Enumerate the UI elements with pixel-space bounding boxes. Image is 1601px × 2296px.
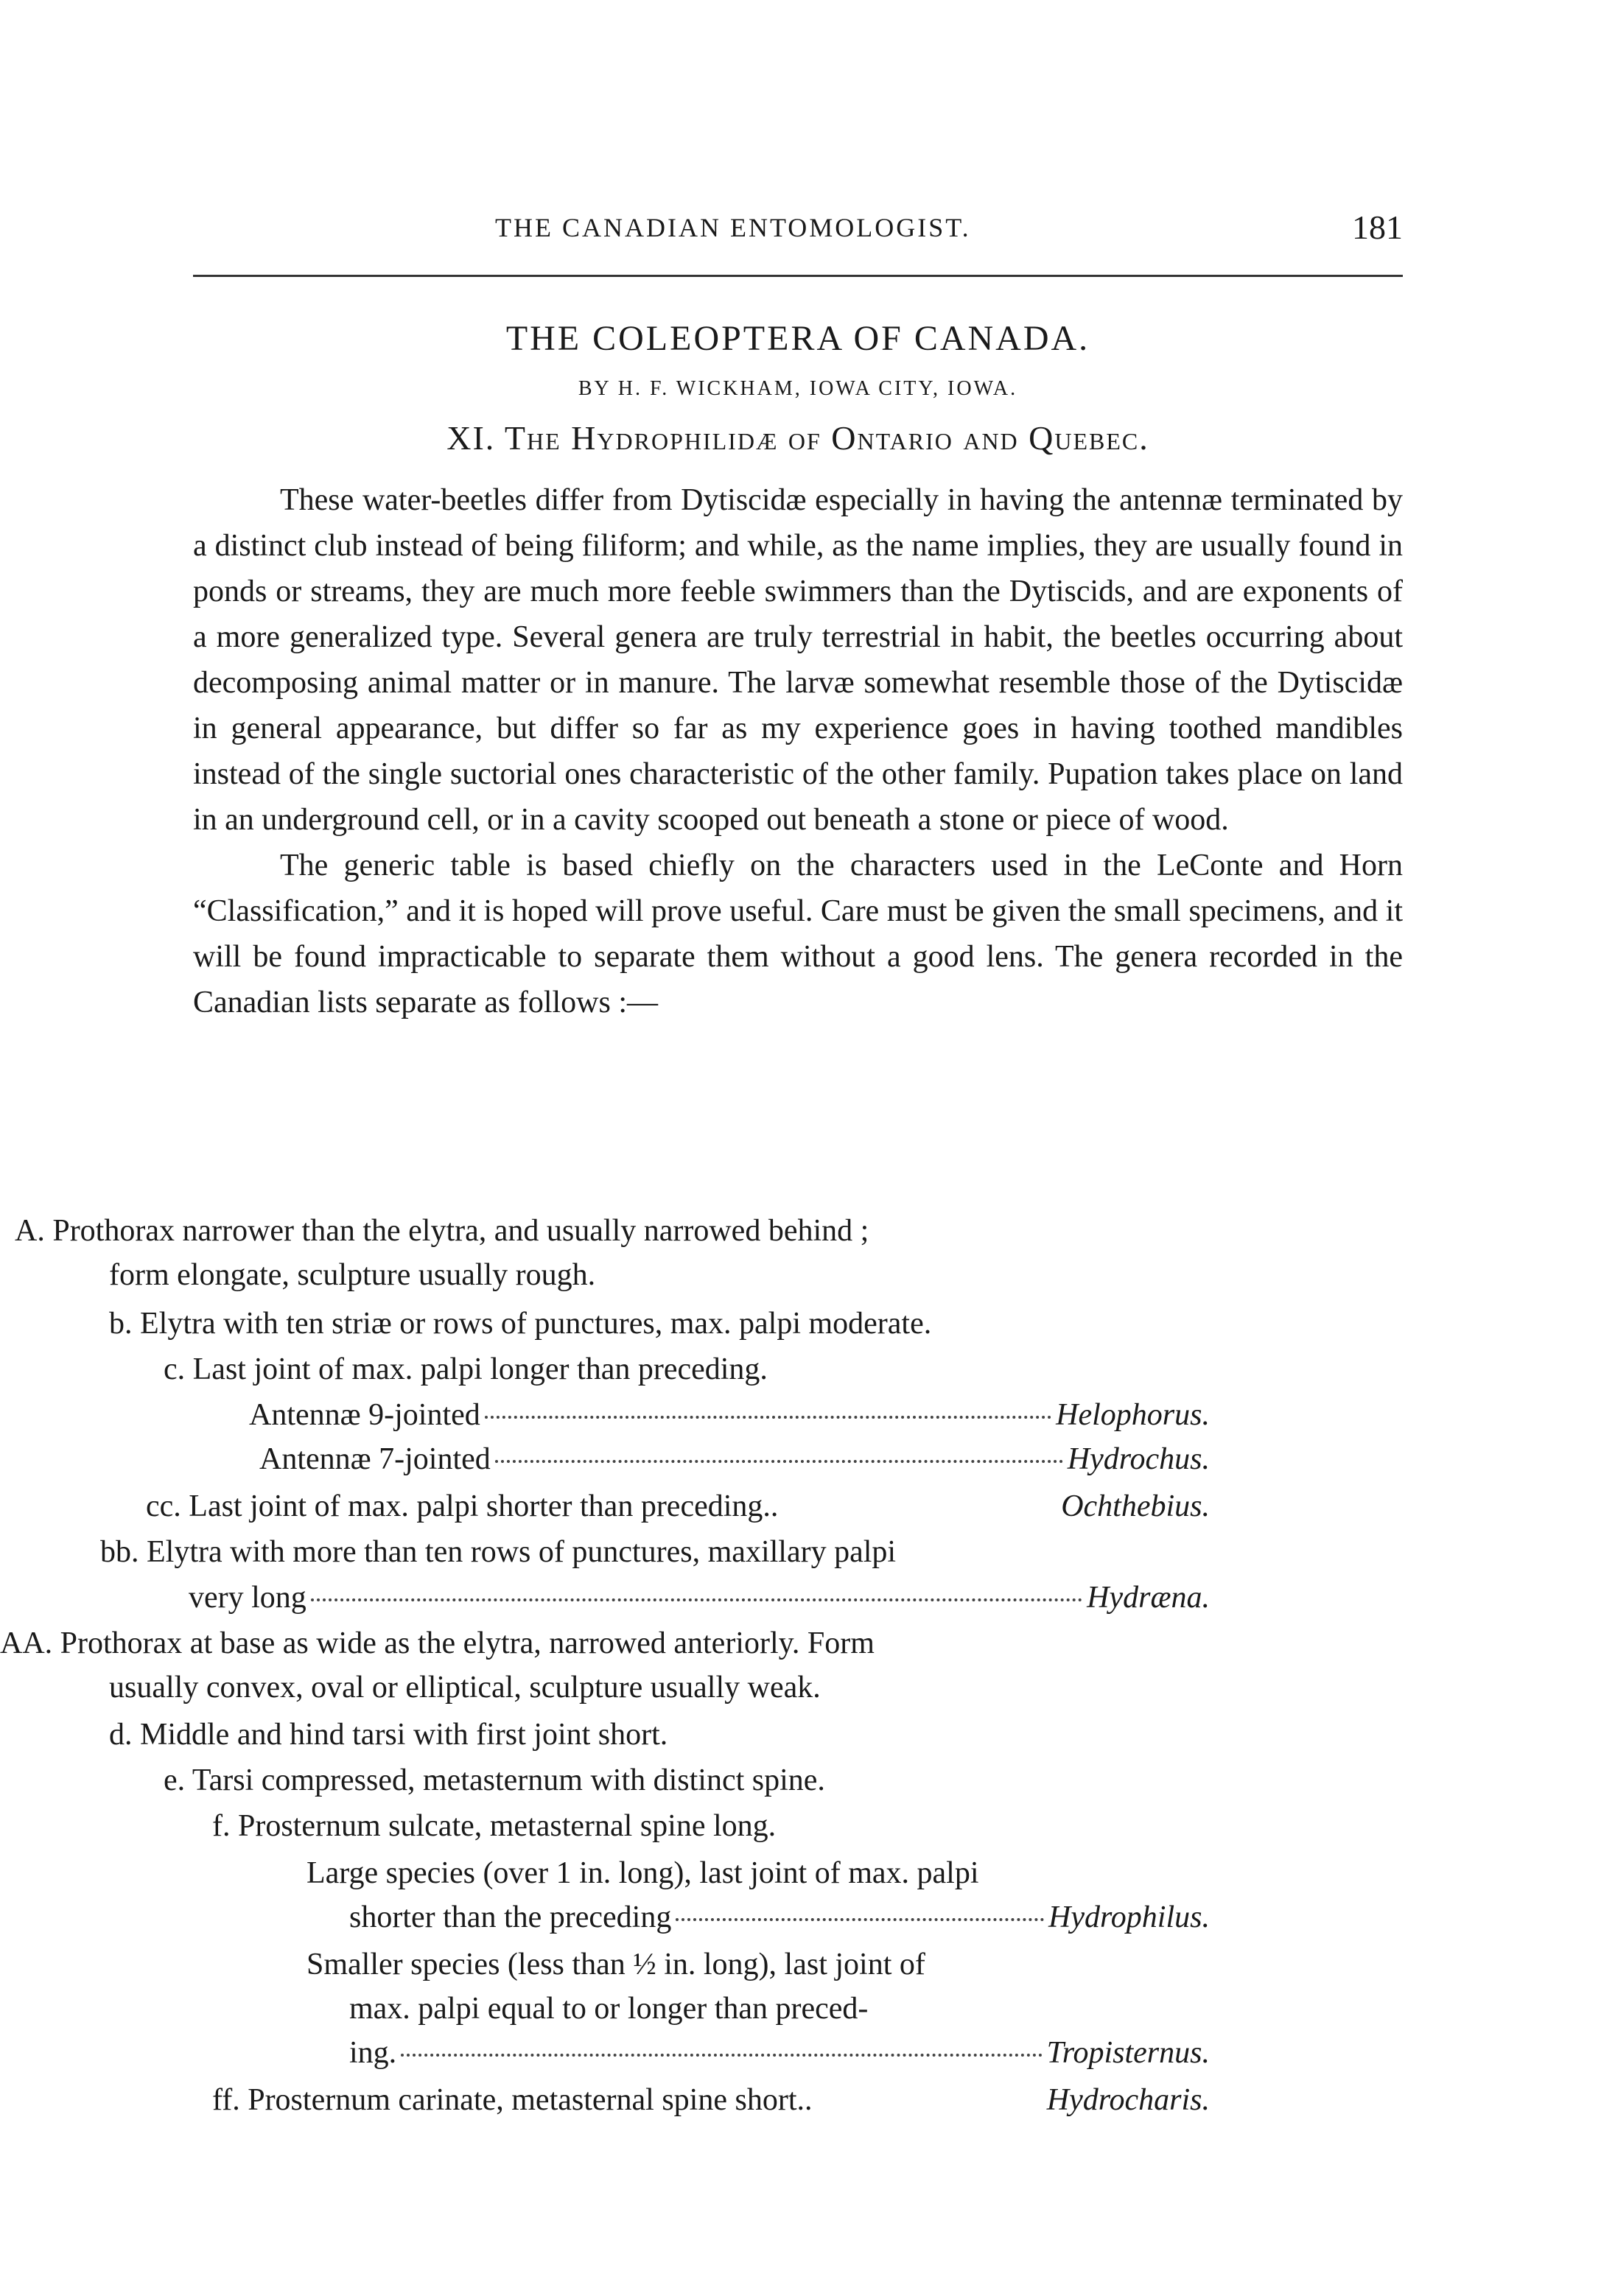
key-ff-text: ff. Prosternum carinate, metasternal spine short..: [212, 2083, 813, 2117]
genus-hydrochus: Hydrochus.: [1067, 1442, 1210, 1476]
key-large-line-1: Large species (over 1 in. long), last joint of max. palpi: [306, 1856, 979, 1890]
key-antennae-7: [259, 1436, 1210, 1482]
key-bb-line-2-text: very long: [189, 1581, 306, 1615]
key-antennae-9-text: Antennæ 9-jointed: [249, 1398, 480, 1432]
key-cc: [146, 1484, 1210, 1529]
header-rule: [193, 275, 1403, 277]
key-ff: [212, 2077, 1210, 2123]
key-A-line-2: form elongate, sculpture usually rough.: [109, 1258, 596, 1292]
genus-helophorus: Helophorus.: [1056, 1398, 1210, 1432]
key-bb-line-1: bb. Elytra with more than ten rows of punctures, maxillary palpi: [100, 1535, 897, 1569]
leader-dots: [495, 1460, 1063, 1463]
key-smaller-line-1: Smaller species (less than ½ in. long), last joint of: [306, 1948, 925, 1981]
genus-hydraena: Hydræna.: [1087, 1581, 1210, 1615]
genus-tropisternus: Tropisternus.: [1046, 2036, 1210, 2070]
page-number: 181: [1352, 208, 1403, 246]
key-smaller-line-3-text: ing.: [349, 2036, 397, 2070]
key-e: e. Tarsi compressed, metasternum with distinct spine.: [164, 1763, 825, 1797]
key-d: d. Middle and hind tarsi with first joint short.: [109, 1718, 668, 1752]
leader-dots: [676, 1918, 1044, 1921]
key-antennae-7-text: Antennæ 7-jointed: [259, 1442, 491, 1476]
running-title: THE CANADIAN ENTOMOLOGIST.: [495, 213, 971, 242]
section-title: XI. The Hydrophilidæ of Ontario and Quebec.: [446, 419, 1149, 457]
key-cc-text: cc. Last joint of max. palpi shorter than preceding..: [146, 1489, 779, 1523]
leader-dots: [485, 1416, 1051, 1419]
key-smaller-line-2: max. palpi equal to or longer than preced-: [349, 1992, 869, 2026]
key-A-line-1: A. Prothorax narrower than the elytra, and usually narrowed behind ;: [15, 1214, 869, 1248]
key-large-line-2-text: shorter than the preceding: [349, 1900, 672, 1934]
key-smaller-line-3: [349, 2030, 1210, 2076]
key-large-line-2: [349, 1895, 1210, 1940]
key-b: b. Elytra with ten striæ or rows of punctures, max. palpi moderate.: [109, 1307, 932, 1341]
leader-dots: [401, 2054, 1042, 2057]
key-AA-line-2: usually convex, oval or elliptical, sculpture usually weak.: [109, 1671, 821, 1705]
paragraph-intro: These water-beetles differ from Dytiscidæ especially in having the antennæ terminated by a distinct club instead of being filiform; and while, as the name implies, they are usually found in ponds or streams, they are much more feeble swimmers than the Dytiscids, and are exponents of a more generalized type. Several genera are truly terrestrial in habit, the beetles occurring about decomposing animal matter or in manure. The larvæ somewhat resemble those of the Dytiscidæ in general appearance, but differ so far as my experience goes in having toothed mandibles instead of the single suctorial ones characteristic of the other family. Pupation takes place on land in an underground cell, or in a cavity scooped out beneath a stone or piece of wood.: [193, 483, 1403, 837]
article-byline: BY H. F. WICKHAM, IOWA CITY, IOWA.: [578, 377, 1018, 400]
key-antennae-9: [249, 1392, 1210, 1438]
genus-hydrocharis: Hydrocharis.: [1046, 2083, 1210, 2117]
running-head: [193, 208, 1403, 256]
key-c: c. Last joint of max. palpi longer than preceding.: [164, 1352, 768, 1386]
article-body: [193, 477, 1403, 1025]
leader-dots: [311, 1598, 1082, 1601]
genus-ochthebius: Ochthebius.: [1061, 1489, 1210, 1523]
key-AA-line-1: AA. Prothorax at base as wide as the elytra, narrowed anteriorly. Form: [0, 1626, 875, 1660]
key-bb-line-2: [189, 1575, 1210, 1621]
paragraph-generic-table: The generic table is based chiefly on the characters used in the LeConte and Horn “Classification,” and it is hoped will prove useful. Care must be given the small specimens, and it will be found impracticable to separate them without a good lens. The genera recorded in the Canadian lists separate as follows :—: [193, 849, 1403, 1019]
article-title: THE COLEOPTERA OF CANADA.: [505, 319, 1090, 358]
key-f: f. Prosternum sulcate, metasternal spine long.: [212, 1809, 777, 1843]
genus-hydrophilus: Hydrophilus.: [1048, 1900, 1210, 1934]
